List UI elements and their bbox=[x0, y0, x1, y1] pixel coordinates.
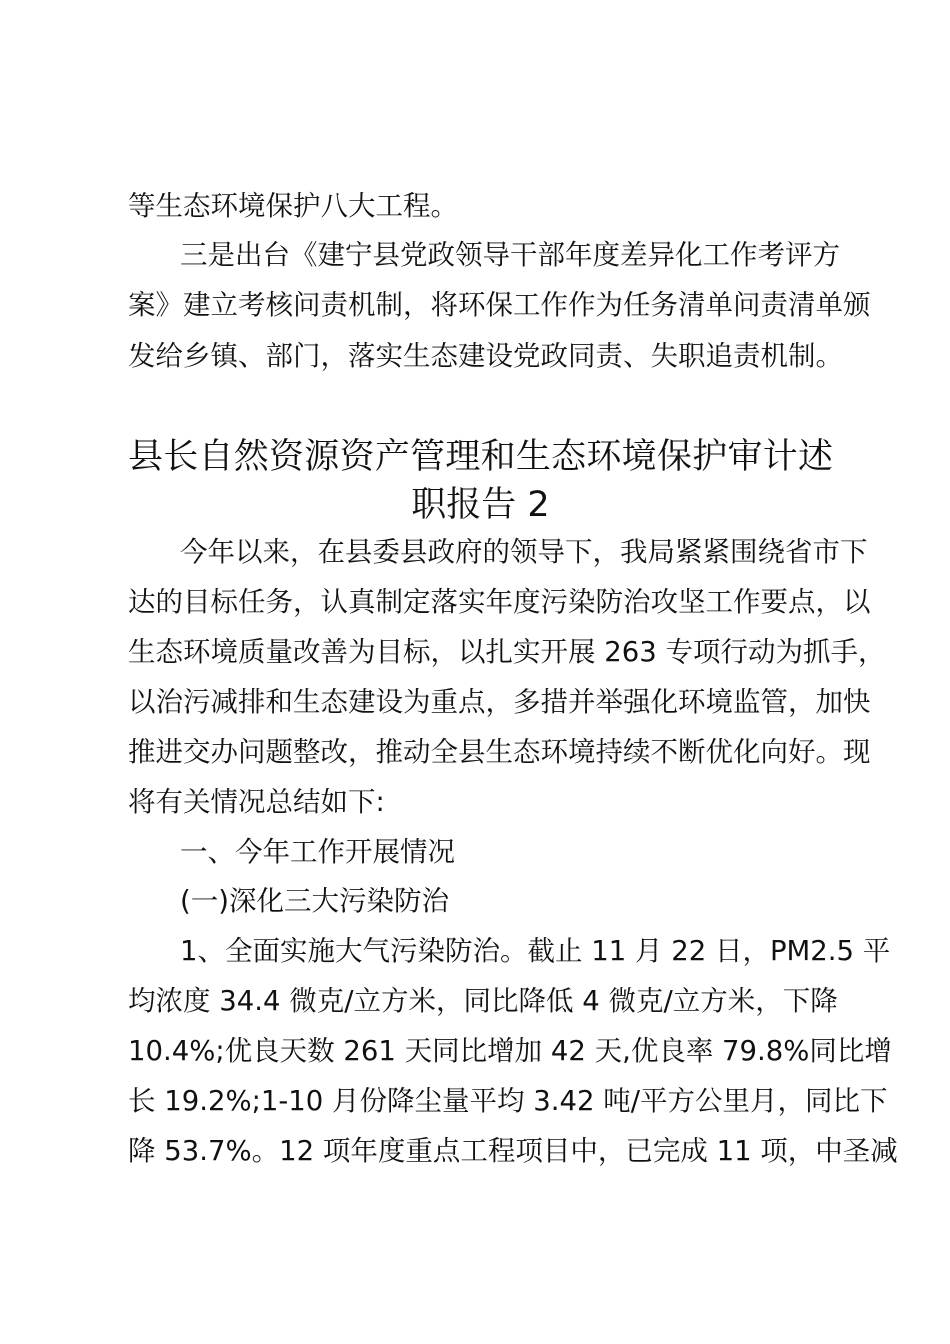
paragraph-line: 今年以来，在县委县政府的领导下，我局紧紧围绕省市下 bbox=[180, 536, 868, 568]
paragraph-line: 将有关情况总结如下: bbox=[128, 786, 385, 818]
paragraph-line: 均浓度 34.4 微克/立方米，同比降低 4 微克/立方米，下降 bbox=[128, 985, 838, 1017]
paragraph-line: 三是出台《建宁县党政领导干部年度差异化工作考评方 bbox=[180, 239, 840, 271]
subsection-heading: (一)深化三大污染防治 bbox=[180, 885, 449, 917]
paragraph-line: 长 19.2%;1-10 月份降尘量平均 3.42 吨/平方公里月，同比下 bbox=[128, 1085, 888, 1117]
section-title-continued: 职报告 2 bbox=[411, 485, 550, 525]
paragraph-line: 发给乡镇、部门，落实生态建设党政同责、失职追责机制。 bbox=[128, 340, 843, 372]
paragraph-line: 以治污减排和生态建设为重点，多措并举强化环境监管，加快 bbox=[128, 686, 871, 718]
section-title: 县长自然资源资产管理和生态环境保护审计述 bbox=[128, 437, 833, 477]
paragraph-line: 达的目标任务，认真制定落实年度污染防治攻坚工作要点，以 bbox=[128, 586, 871, 618]
paragraph-line: 1、全面实施大气污染防治。截止 11 月 22 日，PM2.5 平 bbox=[180, 935, 891, 967]
paragraph-line: 10.4%;优良天数 261 天同比增加 42 天,优良率 79.8%同比增 bbox=[128, 1035, 892, 1067]
section-heading: 一、今年工作开展情况 bbox=[180, 836, 455, 868]
paragraph-line: 降 53.7%。12 项年度重点工程项目中，已完成 11 项，中圣减 bbox=[128, 1135, 898, 1167]
paragraph-line: 生态环境质量改善为目标，以扎实开展 263 专项行动为抓手， bbox=[128, 636, 886, 668]
paragraph-line: 推进交办问题整改，推动全县生态环境持续不断优化向好。现 bbox=[128, 736, 871, 768]
paragraph-line: 等生态环境保护八大工程。 bbox=[128, 190, 458, 222]
paragraph-line: 案》建立考核问责机制，将环保工作作为任务清单问责清单颁 bbox=[128, 289, 871, 321]
